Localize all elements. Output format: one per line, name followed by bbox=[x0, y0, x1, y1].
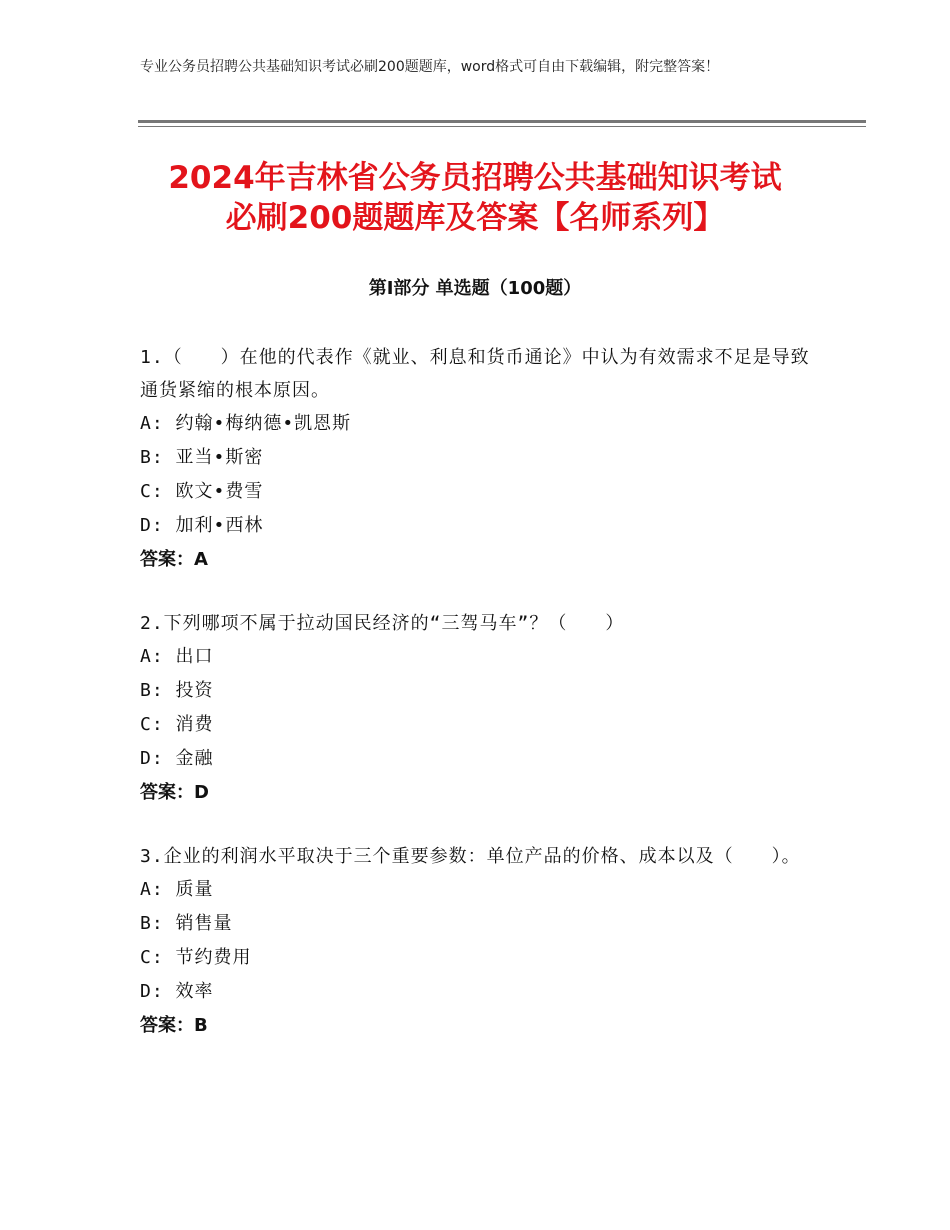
option-d: D: 加利•西林 bbox=[140, 515, 264, 536]
document-title-line-2: 必刷200题题库及答案【名师系列】 bbox=[225, 200, 725, 236]
option-b: B: 亚当•斯密 bbox=[140, 447, 264, 468]
answer-label: 答案：D bbox=[140, 782, 209, 803]
option-a: A: 质量 bbox=[140, 879, 214, 900]
option-d: D: 效率 bbox=[140, 981, 214, 1002]
answer-label: 答案：A bbox=[140, 549, 208, 570]
document-title bbox=[100, 158, 850, 238]
option-b: B: 销售量 bbox=[140, 913, 233, 934]
question-text: 2.下列哪项不属于拉动国民经济的“三驾马车”？（ ） bbox=[140, 613, 625, 634]
page-header-note: 专业公务员招聘公共基础知识考试必刷200题题库，word格式可自由下载编辑，附完整答案！ bbox=[140, 59, 720, 75]
question-text: 3.企业的利润水平取决于三个重要参数：单位产品的价格、成本以及（ ）。 bbox=[140, 846, 801, 867]
option-a: A: 出口 bbox=[140, 646, 214, 667]
header-divider-thin bbox=[138, 126, 866, 127]
option-c: C: 节约费用 bbox=[140, 947, 252, 968]
answer-label: 答案：B bbox=[140, 1015, 208, 1036]
option-a: A: 约翰•梅纳德•凯恩斯 bbox=[140, 413, 352, 434]
section-title: 第Ⅰ部分 单选题（100题） bbox=[368, 278, 582, 299]
option-c: C: 消费 bbox=[140, 714, 214, 735]
header-divider bbox=[138, 120, 866, 123]
option-b: B: 投资 bbox=[140, 680, 214, 701]
option-d: D: 金融 bbox=[140, 748, 214, 769]
question-list bbox=[140, 341, 820, 1073]
question-3 bbox=[140, 840, 820, 1043]
question-1 bbox=[140, 341, 820, 577]
question-text: 1.（ ）在他的代表作《就业、利息和货币通论》中认为有效需求不足是导致通货紧缩的根本原因。 bbox=[140, 347, 810, 401]
document-title-line-1: 2024年吉林省公务员招聘公共基础知识考试 bbox=[168, 160, 782, 196]
option-c: C: 欧文•费雪 bbox=[140, 481, 264, 502]
question-2 bbox=[140, 607, 820, 810]
